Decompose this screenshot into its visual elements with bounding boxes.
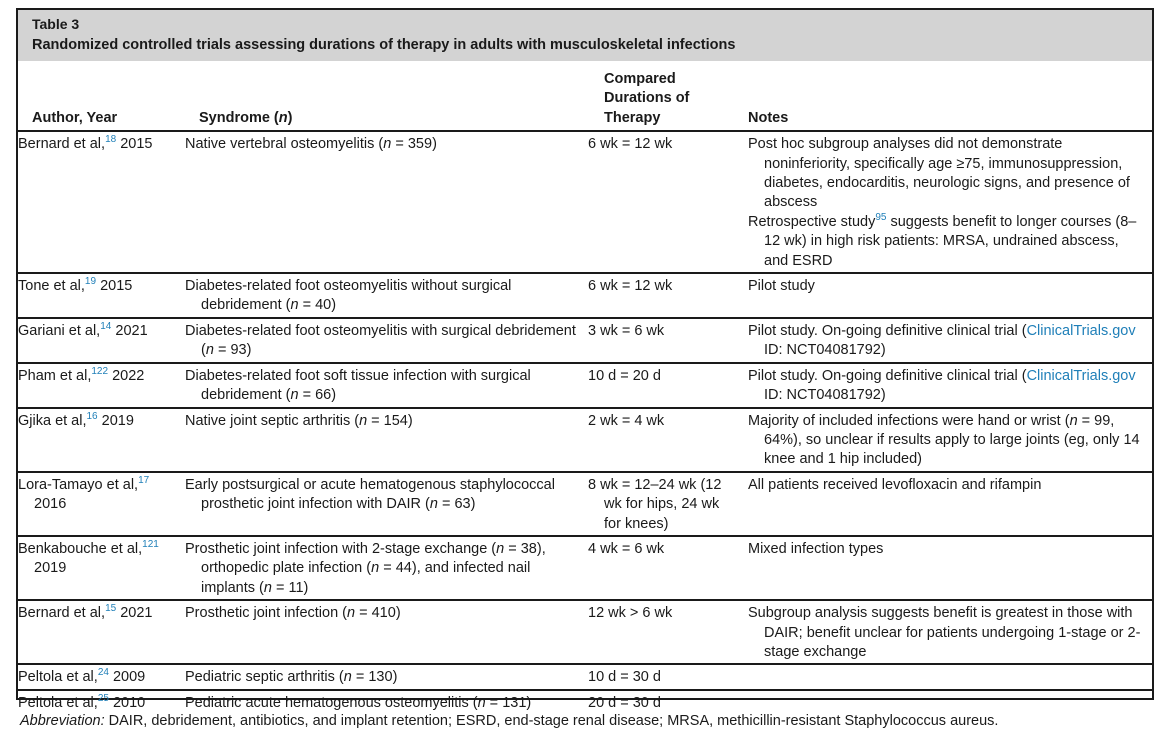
syndrome-text: Diabetes-related foot soft tissue infection with surgical debridement [185, 367, 531, 404]
cell-syndrome: Pediatric septic arthritis (n = 130) [185, 664, 588, 689]
author-year: 2016 [34, 496, 67, 513]
n-symbol: n [343, 669, 352, 686]
syndrome-text: Early postsurgical or acute hematogenous staphylococcal prosthetic joint infection with DAIR [185, 476, 555, 513]
n-symbol: n [290, 297, 299, 314]
n-symbol: n [477, 694, 486, 711]
cell-author [18, 600, 185, 664]
note-text: Majority of included infections were hand or wrist ( [748, 412, 1070, 429]
note-paragraph [748, 604, 1146, 662]
author-name: Benkabouche et al, [18, 540, 143, 557]
author-name: Peltola et al, [18, 694, 98, 711]
note-paragraph [748, 412, 1146, 470]
author-year: 2015 [120, 136, 153, 153]
table-body [18, 131, 1152, 714]
duration-text: 6 wk = 12 wk [588, 278, 673, 295]
reference-number: 15 [105, 603, 117, 615]
cell-syndrome: Native vertebral osteomyelitis (n = 359) [185, 131, 588, 273]
footnote-text: DAIR, debridement, antibiotics, and implant retention; ESRD, end-stage renal disease; MRSA, methicillin-resistant Staphylococcus aureus. [104, 713, 999, 729]
table-row [18, 600, 1152, 664]
n-value: 38 [520, 540, 537, 557]
note-paragraph [748, 476, 1146, 495]
table-row [18, 273, 1152, 318]
note-text: ID: NCT04081792) [764, 342, 886, 359]
clinicaltrials-link[interactable]: ClinicalTrials.gov [1026, 322, 1136, 339]
header-notes: Notes [734, 61, 1152, 131]
table-row [18, 408, 1152, 472]
n-symbol: n [371, 560, 380, 577]
duration-text: 10 d = 20 d [588, 367, 661, 384]
n-symbol: n [429, 496, 438, 513]
cell-notes [734, 536, 1152, 600]
cell-notes [734, 690, 1152, 714]
syndrome-text: Native joint septic arthritis [185, 412, 351, 429]
cell-syndrome: Pediatric acute hematogenous osteomyelitis (n = 131) [185, 694, 532, 711]
n-symbol: n [205, 342, 214, 359]
author-year: 2019 [101, 412, 134, 429]
table-row [18, 131, 1152, 273]
cell-notes [734, 131, 1152, 273]
clinicaltrials-link[interactable]: ClinicalTrials.gov [1026, 367, 1136, 384]
cell-notes [734, 273, 1152, 318]
author-name: Pham et al, [18, 367, 92, 384]
cell-syndrome: Early postsurgical or acute hematogenous staphylococcal prosthetic joint infection with DAIR (n = 63) [185, 472, 588, 536]
note-text: Retrospective study [748, 213, 876, 230]
cell-duration [588, 408, 734, 472]
duration-text: 2 wk = 4 wk [588, 412, 665, 429]
cell-author [18, 273, 185, 318]
header-compared-durations: Compared Durations of Therapy [588, 61, 734, 131]
trials-table [18, 61, 1152, 714]
cell-duration [588, 536, 734, 600]
n-symbol: n [383, 136, 392, 153]
author-name: Bernard et al, [18, 136, 106, 153]
n-value: 93 [230, 342, 247, 359]
note-paragraph [748, 540, 1146, 559]
table-row [18, 363, 1152, 408]
author-name: Gariani et al, [18, 322, 101, 339]
duration-text: 20 d = 30 d [588, 694, 661, 711]
syndrome-text: Diabetes-related foot osteomyelitis without surgical debridement [185, 278, 512, 314]
table-title: Randomized controlled trials assessing durations of therapy in adults with musculoskeletal infections [32, 37, 736, 53]
syndrome-text: Pediatric septic arthritis [185, 669, 335, 686]
cell-author [18, 536, 185, 600]
n-value: 44 [395, 560, 412, 577]
cell-duration [588, 318, 734, 363]
cell-notes [734, 408, 1152, 472]
author-year: 2022 [112, 367, 145, 384]
header-syndrome: Syndrome (n) [185, 61, 588, 131]
n-symbol: n [1069, 412, 1078, 429]
n-value: 130 [368, 669, 393, 686]
author-name: Lora-Tamayo et al, [18, 476, 139, 493]
cell-duration [588, 131, 734, 273]
n-value: 359 [407, 136, 433, 153]
syndrome-text: Prosthetic joint infection with 2-stage exchange [185, 540, 488, 557]
author-year: 2015 [100, 278, 133, 295]
syndrome-text: , orthopedic plate infection [201, 540, 546, 577]
n-value: 11 [288, 579, 304, 596]
note-text: Pilot study. On-going definitive clinical trial ( [748, 322, 1027, 339]
reference-number: 95 [875, 211, 887, 223]
note-paragraph [748, 277, 1146, 296]
cell-notes [734, 600, 1152, 664]
cell-duration [588, 600, 734, 664]
header-author: Author, Year [18, 61, 185, 131]
author-year: 2019 [34, 560, 67, 577]
note-text: suggests benefit to longer courses (8–12 wk) in high risk patients: MRSA, undrained abscess, and ESRD [764, 213, 1137, 269]
cell-syndrome: Diabetes-related foot osteomyelitis without surgical debridement (n = 40) [185, 273, 588, 318]
n-symbol: n [496, 540, 505, 557]
cell-notes [734, 472, 1152, 536]
note-paragraph [748, 322, 1146, 361]
cell-author [18, 318, 185, 363]
table-frame [16, 8, 1154, 711]
n-symbol: n [347, 605, 356, 622]
reference-number: 122 [91, 365, 109, 377]
n-value: 131 [502, 694, 527, 711]
cell-duration [588, 472, 734, 536]
author-name: Peltola et al, [18, 669, 98, 686]
cell-notes [734, 318, 1152, 363]
abbreviation-footnote [20, 712, 998, 730]
footnote-label: Abbreviation: [20, 713, 105, 729]
reference-number: 18 [105, 134, 117, 146]
table-row [18, 536, 1152, 600]
duration-text: 6 wk = 12 wk [588, 136, 673, 153]
cell-duration [588, 273, 734, 318]
duration-text: 3 wk = 6 wk [588, 322, 665, 339]
reference-number: 16 [86, 410, 98, 422]
reference-number: 14 [100, 320, 112, 332]
note-paragraph [748, 213, 1146, 271]
cell-author [18, 664, 185, 689]
note-paragraph [748, 367, 1146, 406]
cell-author [18, 131, 185, 273]
cell-author [18, 472, 185, 536]
reference-number: 24 [97, 667, 109, 679]
cell-author [18, 408, 185, 472]
cell-syndrome: Prosthetic joint infection with 2-stage exchange (n = 38), orthopedic plate infection (n = 44), and infected nail implants (n = 11) [185, 536, 588, 600]
note-text: Mixed infection types [748, 540, 884, 557]
note-text: Pilot study. On-going definitive clinical trial ( [748, 367, 1027, 384]
author-year: 2010 [112, 694, 146, 711]
n-symbol: n [290, 387, 299, 404]
n-value: 40 [315, 297, 332, 314]
cell-syndrome: Native joint septic arthritis (n = 154) [185, 408, 588, 472]
duration-text: 10 d = 30 d [588, 669, 661, 686]
note-paragraph [748, 135, 1146, 213]
cell-syndrome: Diabetes-related foot osteomyelitis with surgical debridement (n = 93) [185, 318, 588, 363]
note-text: = 99, 64%), so unclear if results apply to large joints (eg, only 14 knee and 1 hip included) [764, 412, 1140, 468]
header-row [18, 61, 1152, 131]
note-text: Subgroup analysis suggests benefit is greatest in those with DAIR; benefit unclear for patients undergoing 1-stage or 2-stage exchange [748, 605, 1141, 660]
note-text: ID: NCT04081792) [764, 387, 886, 404]
duration-text: 4 wk = 6 wk [588, 540, 665, 557]
n-value: 154 [383, 412, 408, 429]
syndrome-text: , and infected nail implants [201, 560, 531, 596]
table-row [18, 664, 1152, 689]
author-year: 2009 [112, 669, 146, 686]
table-row [18, 472, 1152, 536]
cell-notes [734, 363, 1152, 408]
cell-duration [588, 363, 734, 408]
author-name: Gjika et al, [18, 412, 87, 429]
n-value: 410 [371, 605, 396, 622]
n-symbol: n [359, 412, 368, 429]
note-text: Post hoc subgroup analyses did not demonstrate noninferiority, specifically age ≥75, immunosuppression, diabetes, endocarditis, neurologic signs, and presence of abscess [748, 136, 1130, 211]
table-row [18, 318, 1152, 363]
duration-text: 12 wk > 6 wk [588, 605, 673, 622]
cell-author [18, 690, 185, 714]
reference-number: 25 [97, 692, 109, 704]
table-row [18, 690, 1152, 714]
note-text: Pilot study [748, 278, 815, 295]
author-year: 2021 [120, 605, 153, 622]
syndrome-text: Native vertebral osteomyelitis [185, 136, 375, 153]
syndrome-text: Prosthetic joint infection [185, 605, 339, 622]
table-caption [18, 10, 1152, 61]
cell-syndrome: Prosthetic joint infection (n = 410) [185, 600, 588, 664]
author-name: Bernard et al, [18, 605, 106, 622]
table-label: Table 3 [32, 16, 80, 32]
author-name: Tone et al, [18, 278, 85, 295]
cell-notes [734, 664, 1152, 689]
cell-duration [588, 664, 734, 689]
n-value: 66 [315, 387, 332, 404]
reference-number: 19 [84, 276, 97, 288]
author-year: 2021 [115, 322, 148, 339]
cell-duration [588, 690, 734, 714]
note-text: All patients received levofloxacin and rifampin [748, 476, 1042, 493]
syndrome-text: Pediatric acute hematogenous osteomyelitis [185, 694, 469, 711]
n-symbol: n [263, 579, 272, 596]
reference-number: 121 [142, 538, 159, 550]
duration-text: 8 wk = 12–24 wk (12 wk for hips, 24 wk for knees) [588, 476, 722, 532]
cell-syndrome: Diabetes-related foot soft tissue infection with surgical debridement (n = 66) [185, 363, 588, 408]
reference-number: 17 [138, 474, 150, 486]
cell-author [18, 363, 185, 408]
syndrome-text: Diabetes-related foot osteomyelitis with surgical debridement [185, 322, 576, 339]
n-value: 63 [454, 496, 471, 513]
